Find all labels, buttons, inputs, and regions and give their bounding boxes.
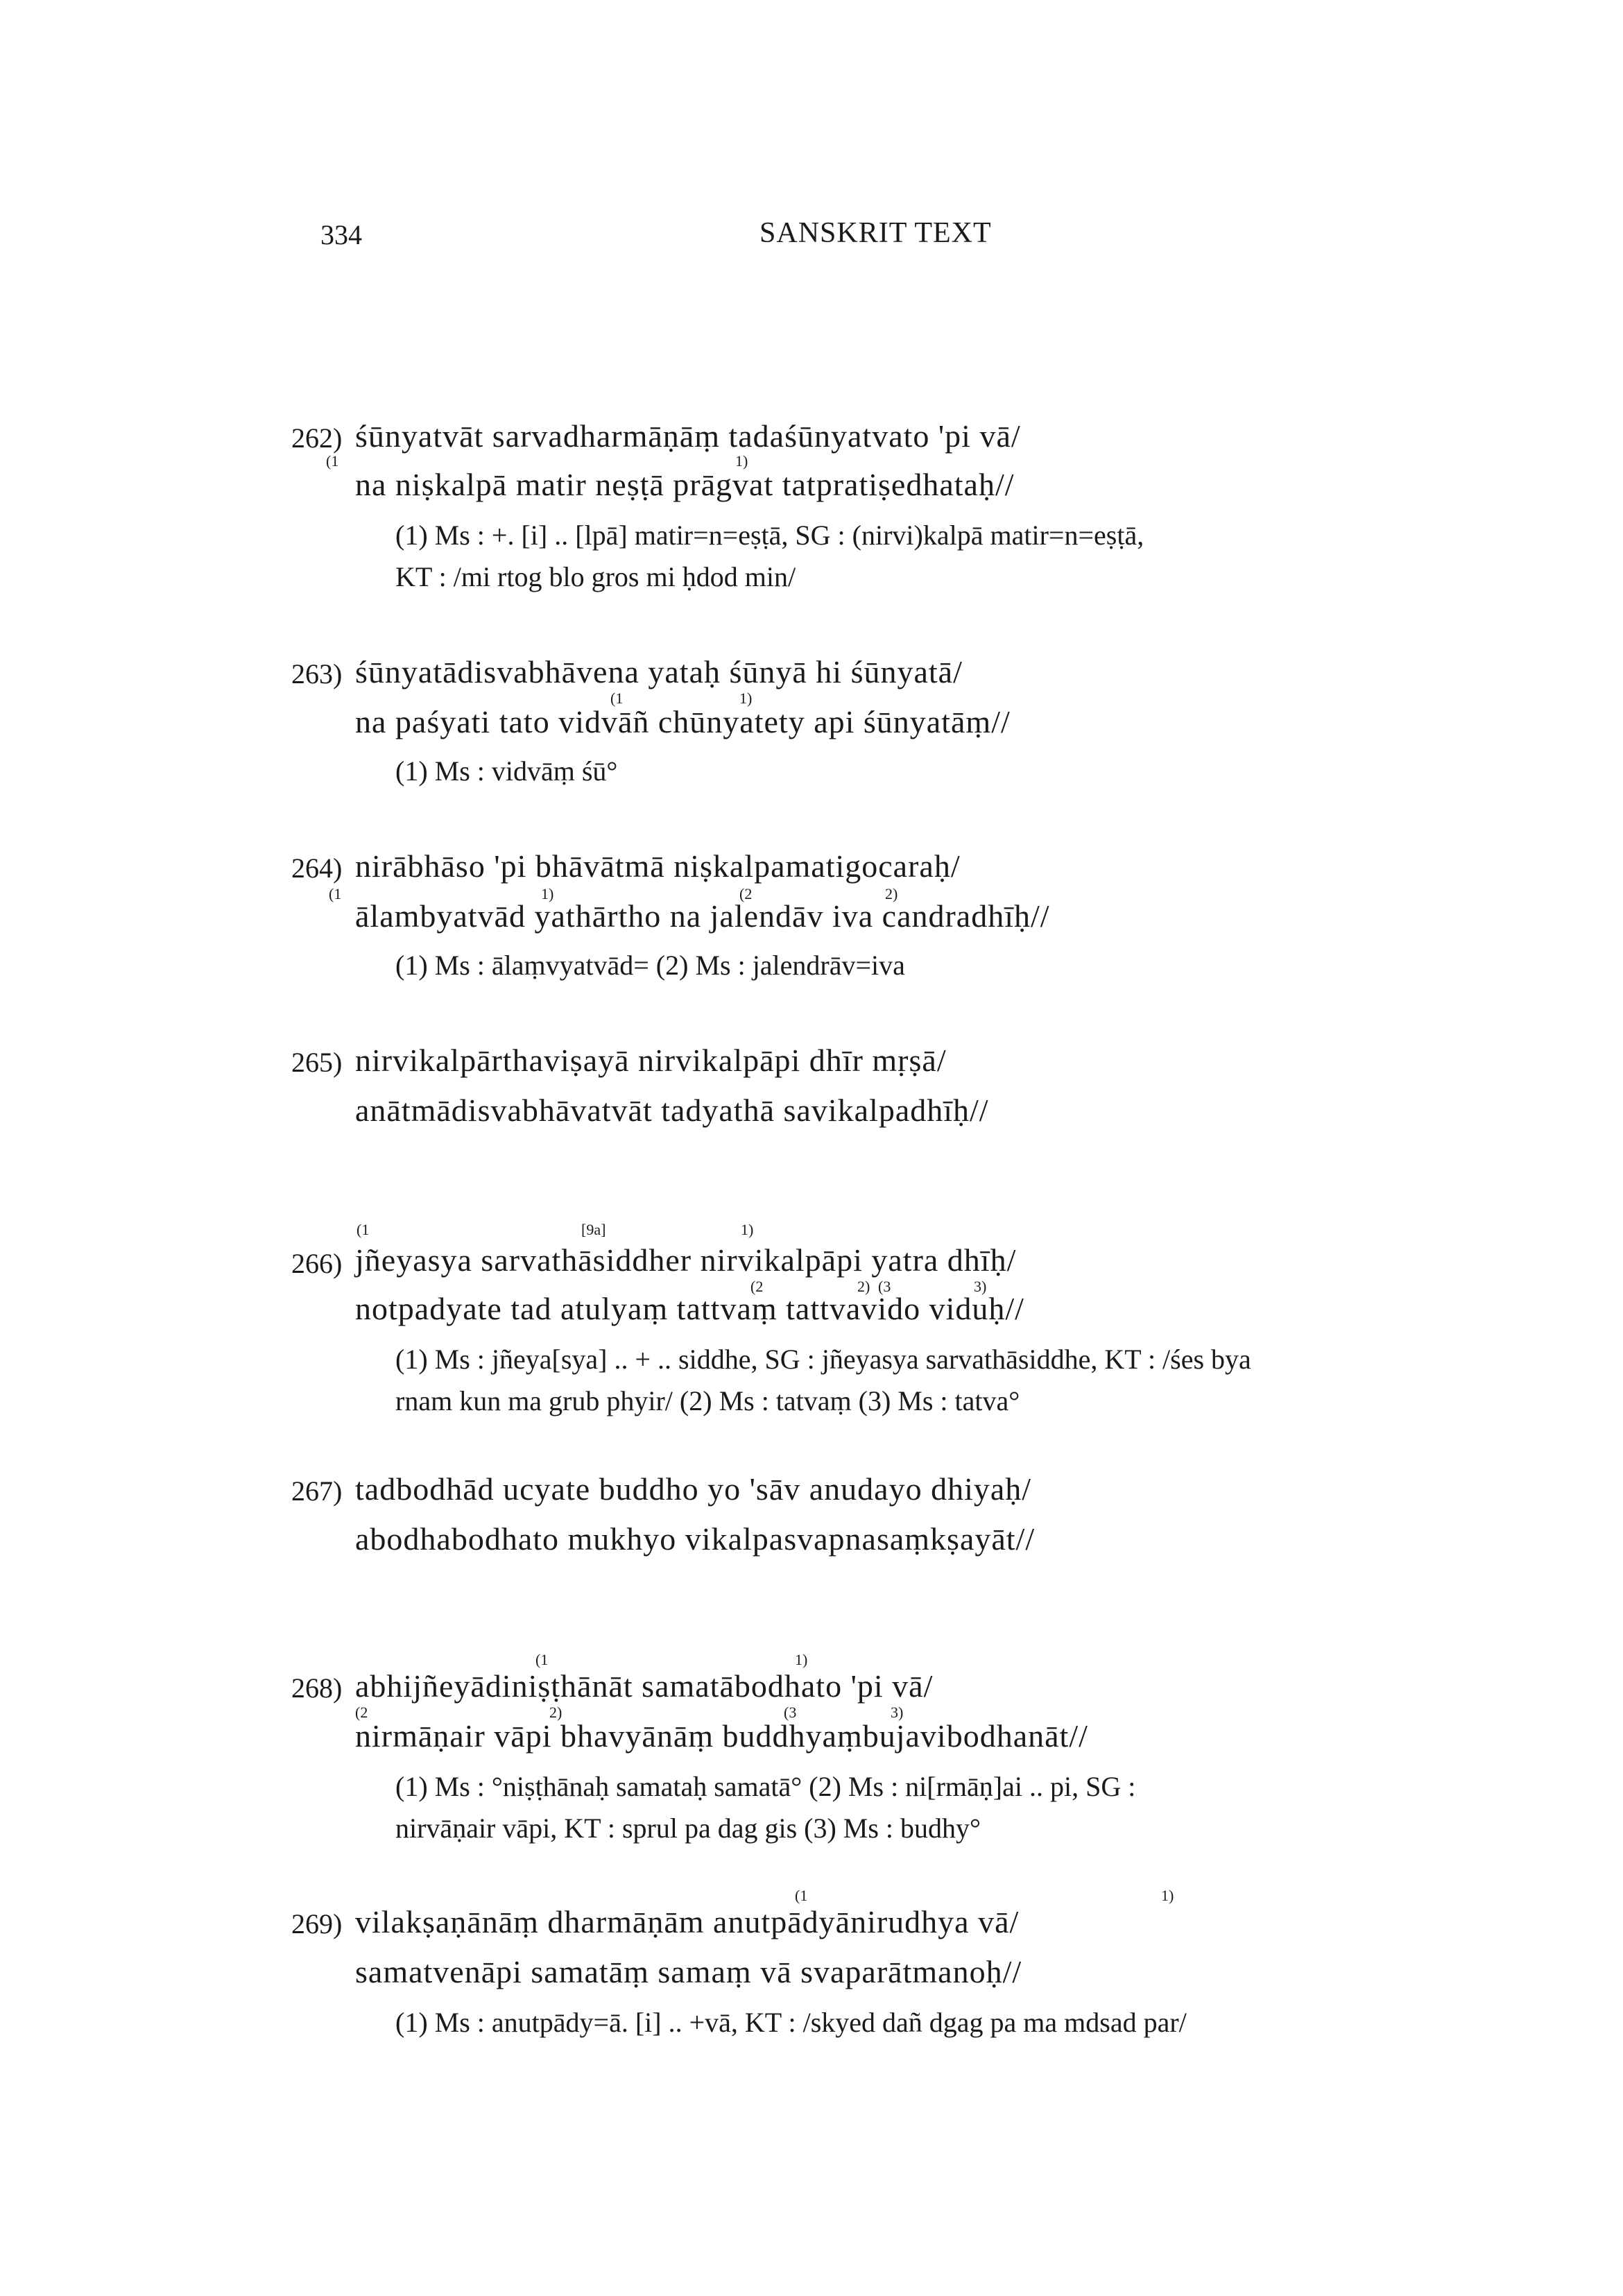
footnote-marker: [9a] bbox=[581, 1221, 606, 1238]
verse-number: 262) bbox=[291, 422, 343, 454]
verse-line: na niṣkalpā matir neṣṭā prāgvat tatpratiṣedhataḥ// bbox=[355, 467, 1015, 502]
verse-number: 264) bbox=[291, 853, 343, 884]
footnote-marker: (1 bbox=[357, 1221, 370, 1238]
footnote-line: KT : /mi rtog blo gros mi ḥdod min/ bbox=[395, 561, 796, 592]
verse-number: 267) bbox=[291, 1475, 343, 1507]
verse-269 bbox=[291, 1887, 1540, 2053]
verse-line: anātmādisvabhāvatvāt tadyathā savikalpadhīḥ// bbox=[355, 1093, 989, 1128]
verse-line: śūnyatādisvabhāvena yataḥ śūnyā hi śūnyatā/ bbox=[355, 654, 963, 689]
footnote-line: (1) Ms : vidvāṃ śū° bbox=[395, 755, 618, 787]
verse-line: tadbodhād ucyate buddho yo 'sāv anudayo dhiyaḥ/ bbox=[355, 1471, 1032, 1507]
footnote-marker: (1 bbox=[326, 452, 339, 470]
footnote-line: rnam kun ma grub phyir/ (2) Ms : tatvaṃ (3) Ms : tatva° bbox=[395, 1385, 1020, 1416]
footnote-marker: 1) bbox=[739, 689, 753, 707]
footnote-marker: 2) bbox=[549, 1704, 563, 1721]
verse-number: 265) bbox=[291, 1047, 343, 1078]
verse-line: samatvenāpi samatāṃ samaṃ vā svaparātmanoḥ// bbox=[355, 1954, 1022, 1989]
footnote-marker: (2 bbox=[739, 885, 753, 902]
verse-263 bbox=[291, 653, 1540, 792]
verse-268 bbox=[291, 1651, 1540, 1859]
verse-267 bbox=[291, 1471, 1540, 1575]
verse-line: abodhabodhato mukhyo vikalpasvapnasaṃkṣayāt// bbox=[355, 1521, 1036, 1557]
footnote-line: (1) Ms : jñeya[sya] .. + .. siddhe, SG : jñeyasya sarvathāsiddhe, KT : /śes bya bbox=[395, 1344, 1251, 1375]
footnote-line: nirvāṇair vāpi, KT : sprul pa dag gis (3) Ms : budhy° bbox=[395, 1813, 981, 1844]
verse-line: nirmāṇair vāpi bhavyānāṃ buddhyaṃbujavibodhanāt// bbox=[355, 1718, 1088, 1754]
footnote-marker: 1) bbox=[1161, 1887, 1174, 1904]
footnote-marker: 2) bbox=[885, 885, 898, 902]
verse-number: 269) bbox=[291, 1908, 343, 1939]
footnote-marker: (2 bbox=[355, 1704, 368, 1721]
verse-line: śūnyatvāt sarvadharmāṇāṃ tadaśūnyatvato 'pi vā/ bbox=[355, 418, 1021, 454]
verse-line: abhijñeyādiniṣṭhānāt samatābodhato 'pi vā/ bbox=[355, 1668, 934, 1704]
footnote-marker: (1 bbox=[535, 1651, 549, 1668]
verse-264 bbox=[291, 848, 1540, 986]
footnote-marker: 1) bbox=[735, 452, 748, 470]
footnote-marker: (1 bbox=[610, 689, 624, 707]
verse-number: 263) bbox=[291, 658, 343, 689]
verse-line: notpadyate tad atulyaṃ tattvaṃ tattvavido viduḥ// bbox=[355, 1291, 1024, 1326]
verse-line: vilakṣaṇānāṃ dharmāṇām anutpādyānirudhya vā/ bbox=[355, 1904, 1020, 1939]
footnote-line: (1) Ms : +. [i] .. [lpā] matir=n=eṣṭā, SG : (nirvi)kalpā matir=n=eṣṭā, bbox=[395, 520, 1144, 551]
footnote-marker: (3 bbox=[784, 1704, 797, 1721]
verse-262 bbox=[291, 418, 1540, 598]
verse-number: 268) bbox=[291, 1672, 343, 1704]
verse-265 bbox=[291, 1042, 1540, 1146]
footnote-marker: 2) bbox=[857, 1278, 870, 1295]
verse-line: na paśyati tato vidvāñ chūnyatety api śūnyatāṃ// bbox=[355, 704, 1011, 739]
page-number: 334 bbox=[320, 219, 362, 250]
footnote-marker: (1 bbox=[795, 1887, 808, 1904]
footnote-line: (1) Ms : °niṣṭhānaḥ samataḥ samatā° (2) Ms : ni[rmāṇ]ai .. pi, SG : bbox=[395, 1771, 1136, 1802]
footnote-marker: 1) bbox=[541, 885, 554, 902]
footnote-line: (1) Ms : ālaṃvyatvād= (2) Ms : jalendrāv=iva bbox=[395, 950, 905, 981]
footnote-line: (1) Ms : anutpādy=ā. [i] .. +vā, KT : /skyed dañ dgag pa ma mdsad par/ bbox=[395, 2007, 1187, 2038]
footnote-marker: (3 bbox=[878, 1278, 891, 1295]
footnote-marker: 1) bbox=[795, 1651, 808, 1668]
footnote-marker: 3) bbox=[974, 1278, 987, 1295]
verse-line: nirābhāso 'pi bhāvātmā niṣkalpamatigocaraḥ/ bbox=[355, 848, 961, 884]
verse-266 bbox=[291, 1221, 1540, 1422]
running-head: SANSKRIT TEXT bbox=[759, 217, 992, 249]
verse-number: 266) bbox=[291, 1248, 343, 1279]
footnote-marker: 3) bbox=[891, 1704, 904, 1721]
footnote-marker: (2 bbox=[750, 1278, 764, 1295]
footnote-marker: 1) bbox=[741, 1221, 754, 1238]
footnote-marker: (1 bbox=[329, 885, 342, 902]
verse-line: ālambyatvād yathārtho na jalendāv iva candradhīḥ// bbox=[355, 898, 1050, 934]
verse-line: jñeyasya sarvathāsiddher nirvikalpāpi yatra dhīḥ/ bbox=[355, 1242, 1017, 1278]
verse-line: nirvikalpārthaviṣayā nirvikalpāpi dhīr mṛṣā/ bbox=[355, 1043, 947, 1078]
